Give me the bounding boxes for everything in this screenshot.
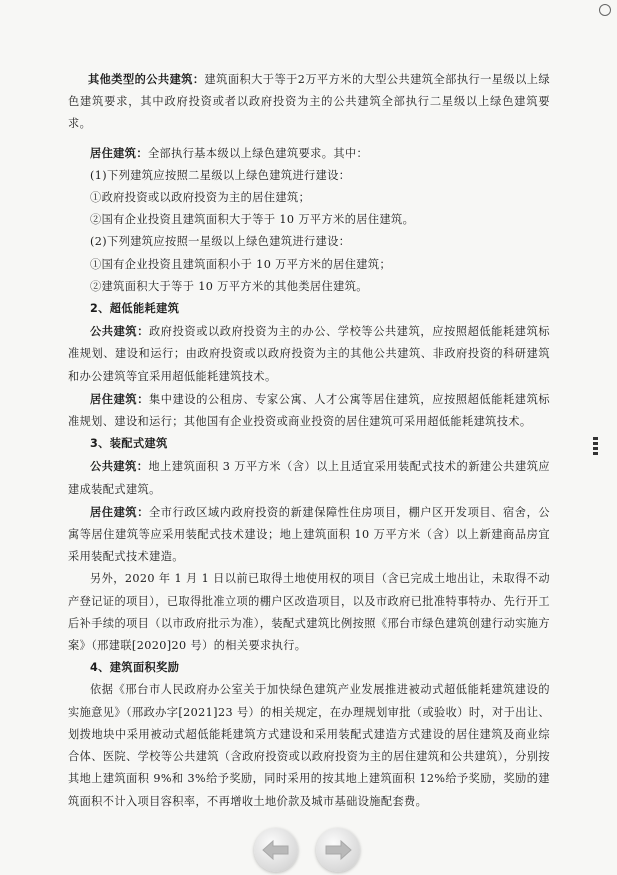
paragraph-text: 全市行政区域内政府投资的新建保障性住房项目，棚户区开发项目、宿舍，公寓等居住建筑等应采用装配式技术建设；地上建筑面积 10 万平方米（含）以上新建商品房宜采用装配式技术建造。 [68,505,550,564]
paragraph-prefab-residential [68,501,550,569]
section-heading: 2、超低能耗建筑 [90,302,180,316]
paragraph-item: ①政府投资或以政府投资为主的居住建筑； [90,191,311,205]
paragraph-additional: 另外，2020 年 1 月 1 日以前已取得土地使用权的项目（含已完成土地出让，未取得不动产登记证的项目），已取得批准立项的棚户区改造项目，以及市政府已批准特事特办、先行开工后补手续的项目（以市政府批示为准），装配式建筑比例按照《邢台市绿色建筑创建行动实施方案》（邢建联[2020]20 号）的相关要求执行。 [68,572,550,653]
margin-mark [593,447,598,450]
margin-mark [593,452,598,455]
paragraph-prefab-public [68,455,550,500]
section-heading: 3、装配式建筑 [90,437,168,451]
arrow-right-icon [323,838,353,862]
margin-mark [593,442,598,445]
paragraph-lead: 其他类型的公共建筑： [88,72,205,86]
paragraph-item: ②建筑面积大于等于 10 万平方米的其他类居住建筑。 [90,279,368,293]
paragraph-text: 建筑面积大于等于2万平方米的大型公共建筑全部执行一星级以上绿色建筑要求，其中政府投资或者以政府投资为主的公共建筑全部执行二星级以上绿色建筑要求。 [68,73,550,131]
paragraph-lead: 公共建筑： [90,324,149,339]
paragraph-residential [68,142,550,165]
previous-page-button[interactable] [254,828,298,872]
arrow-left-icon [261,838,291,862]
paragraph-public-other [68,68,550,136]
paragraph-item: ②国有企业投资且建筑面积大于等于 10 万平方米的居住建筑。 [90,213,415,227]
paragraph-ultra-low-residential [68,388,550,433]
paragraph-text: 地上建筑面积 3 万平方米（含）以上且适宜采用装配式技术的新建公共建筑应建成装配式建筑。 [68,460,550,496]
paragraph-text: 全部执行基本级以上绿色建筑要求。其中： [147,146,369,160]
paragraph-text: 政府投资或以政府投资为主的办公、学校等公共建筑，应按照超低能耗建筑标准规划、建设和运行；由政府投资或以政府投资为主的其他公共建筑、非政府投资的科研建筑和办公建筑等宜采用超低能耗建筑技术。 [68,325,550,383]
paragraph-item: (2)下列建筑应按照一星级以上绿色建筑进行建设： [90,235,351,249]
paragraph-text: 集中建设的公租房、专家公寓、人才公寓等居住建筑，应按照超低能耗建筑标准规划、建设和运行；其他国有企业投资或商业投资的居住建筑可采用超低能耗建筑技术。 [68,392,550,429]
paragraph-ultra-low-public [68,320,550,388]
margin-mark [593,437,598,440]
paragraph-lead: 居住建筑： [90,391,149,406]
document-body [68,68,550,813]
next-page-button[interactable] [316,828,360,872]
paragraph-lead: 居住建筑： [90,145,148,160]
paragraph-lead: 公共建筑： [90,459,149,474]
paragraph-item: ①国有企业投资且建筑面积小于 10 万平方米的居住建筑； [90,257,392,271]
paragraph-lead: 居住建筑： [90,504,149,519]
section-heading: 4、建筑面积奖励 [90,661,180,675]
paragraph-area-reward: 依据《邢台市人民政府办公室关于加快绿色建筑产业发展推进被动式超低能耗建筑建设的实施意见》（邢政办字[2021]23 号）的相关规定，在办理规划审批（或验收）时，对于出让、划拨地块中采用被动式超低能耗建筑方式建设和采用装配式建造方式建设的居住建筑及商业综合体、医院、学校等公共建筑（含政府投资或以政府投资为主的居住建筑和公共建筑），分别按其地上建筑面积 9%和 3%给予奖励，同时采用的按其地上建筑面积 12%给予奖励，奖励的建筑面积不计入项目容积率，不再增收土地价款及城市基础设施配套费。 [68,683,550,808]
scan-corner-mark [599,4,611,16]
binding-margin-marks [590,435,606,457]
paragraph-item: (1)下列建筑应按照二星级以上绿色建筑进行建设： [90,168,351,182]
